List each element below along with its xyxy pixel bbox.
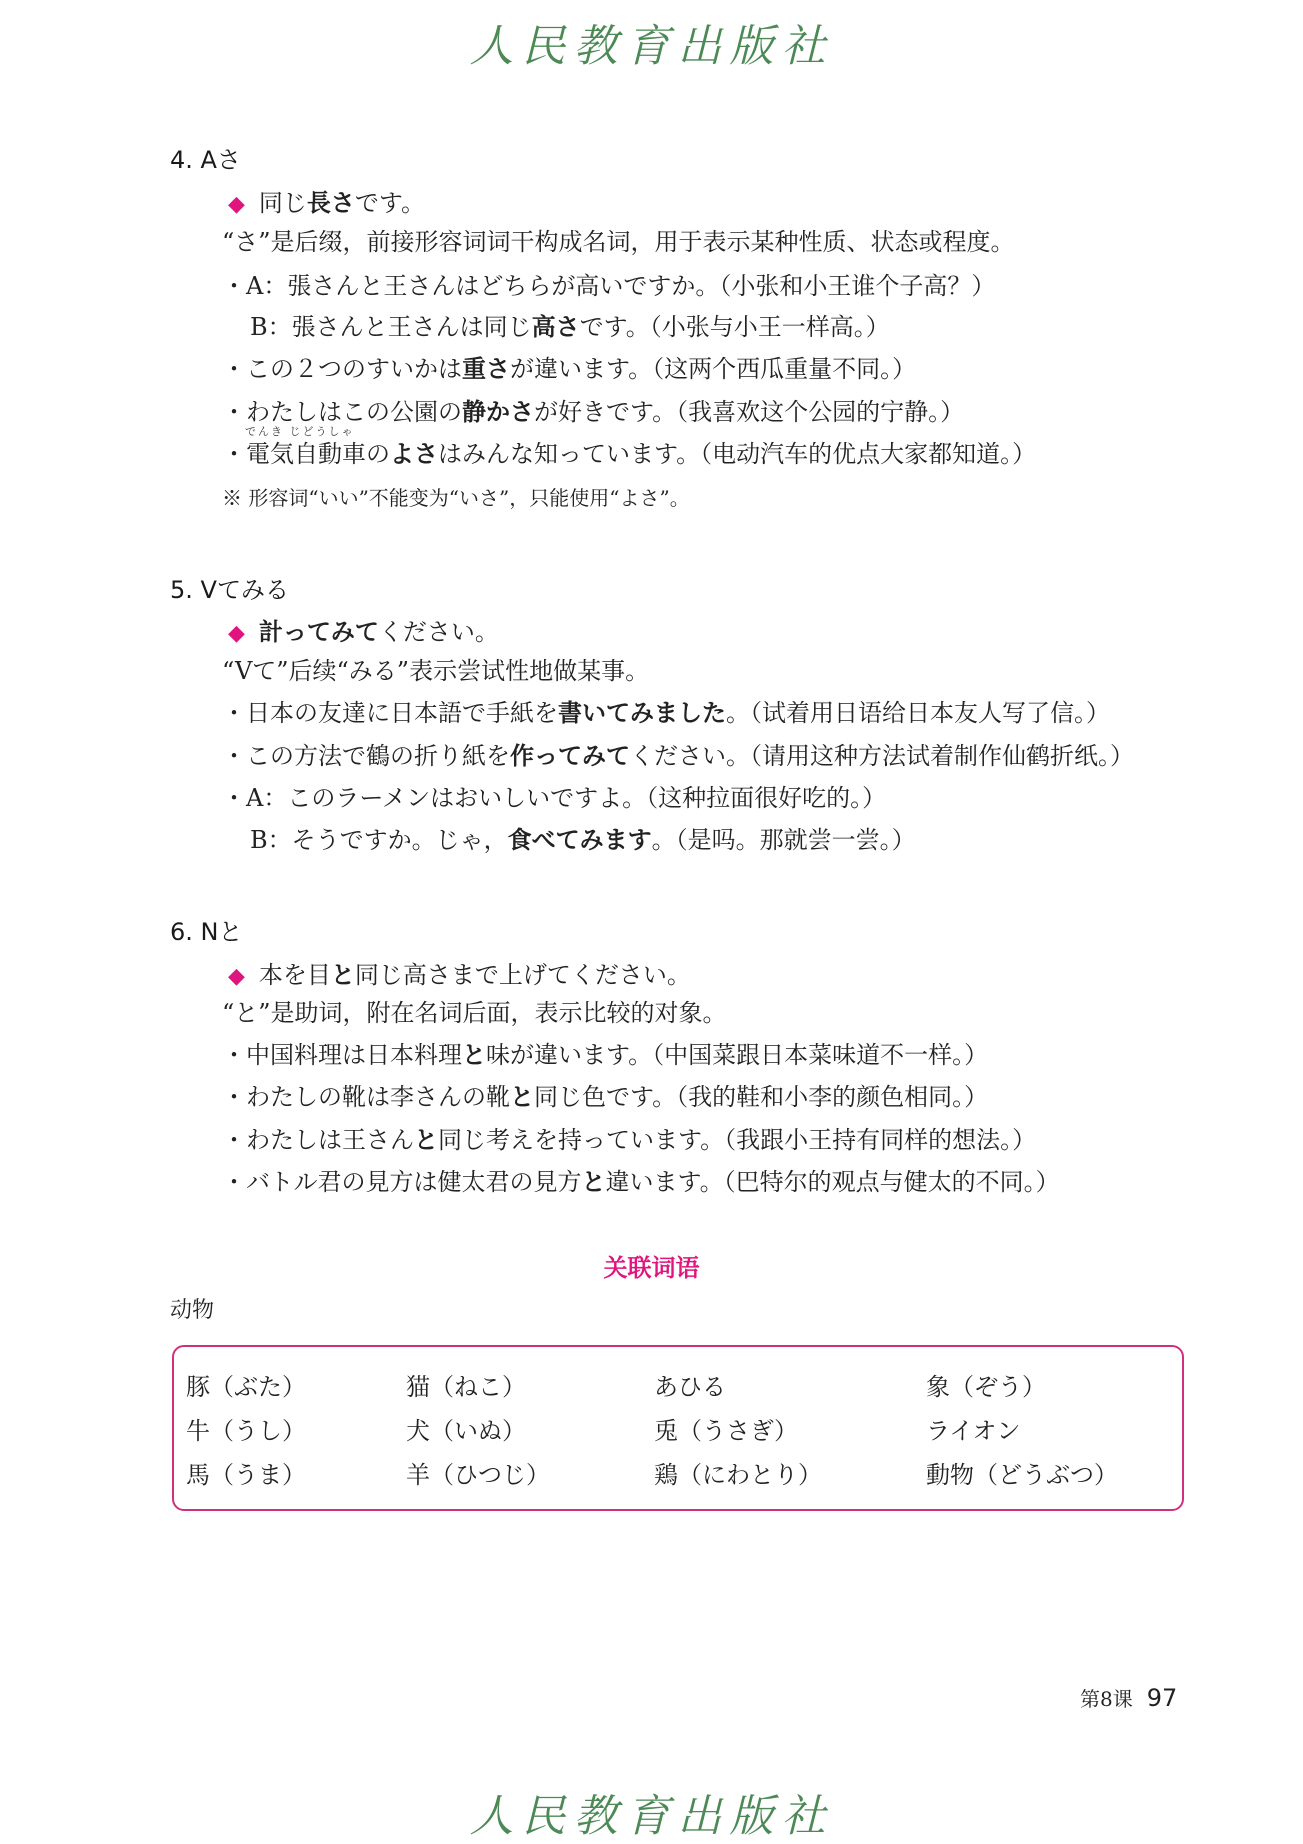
vocab-word: 犬（いぬ） — [406, 1417, 526, 1445]
lead-sentence: ◆ 計ってみてください。 — [228, 618, 499, 646]
note: ※ 形容词“いい”不能变为“いさ”，只能使用“よさ”。 — [222, 486, 690, 510]
vocab-word: 牛（うし） — [186, 1417, 306, 1445]
vocab-word: 象（ぞう） — [926, 1373, 1046, 1401]
example: ・A：このラーメンはおいしいですよ。（这种拉面很好吃的。） — [222, 784, 887, 812]
vocab-word: 兎（うさぎ） — [654, 1417, 798, 1445]
vocab-word: 鶏（にわとり） — [654, 1461, 822, 1489]
lead-sentence: ◆ 本を目と同じ高さまで上げてください。 — [228, 961, 691, 989]
explanation: “と”是助词，附在名词后面，表示比较的对象。 — [222, 999, 727, 1027]
example: ・わたしの靴は李さんの靴と同じ色です。（我的鞋和小李的颜色相同。） — [222, 1083, 989, 1111]
vocab-box — [172, 1345, 1184, 1511]
example: ・わたしはこの公園の静かさが好きです。（我喜欢这个公园的宁静。） — [222, 398, 965, 426]
example: B：そうですか。じゃ，食べてみます。（是吗。那就尝一尝。） — [250, 826, 916, 854]
diamond-bullet-icon: ◆ — [228, 621, 245, 646]
explanation: “Vて”后续“みる”表示尝试性地做某事。 — [222, 657, 650, 685]
example: ・電気自動車のよさはみんな知っています。（电动汽车的优点大家都知道。） — [222, 440, 1037, 468]
section-title: 4. Aさ — [170, 146, 241, 174]
example: ・わたしは王さんと同じ考えを持っています。（我跟小王持有同样的想法。） — [222, 1126, 1037, 1154]
vocab-word: 豚（ぶた） — [186, 1373, 306, 1401]
vocab-category: 动物 — [170, 1298, 215, 1323]
example: B：張さんと王さんは同じ高さです。（小张与小王一样高。） — [250, 313, 890, 341]
page-footer — [1080, 1683, 1177, 1712]
vocab-word: 馬（うま） — [186, 1461, 306, 1489]
vocab-word: 猫（ねこ） — [406, 1373, 526, 1401]
publisher-logo-top: 人民教育出版社 — [469, 21, 834, 72]
example: ・日本の友達に日本語で手紙を書いてみました。（试着用日语给日本友人写了信。） — [222, 699, 1110, 727]
vocab-heading: 关联词语 — [603, 1254, 700, 1282]
lead-sentence: ◆ 同じ長さです。 — [228, 189, 426, 217]
furigana: でんき じどうしゃ — [245, 425, 355, 438]
diamond-bullet-icon: ◆ — [228, 964, 245, 989]
vocab-word: ライオン — [926, 1417, 1021, 1445]
section-title: 6. Nと — [170, 918, 243, 946]
vocab-word: 羊（ひつじ） — [406, 1461, 550, 1489]
vocab-word: あひる — [654, 1373, 726, 1401]
page-number: 97 — [1146, 1684, 1178, 1712]
example: ・この２つのすいかは重さが違います。（这两个西瓜重量不同。） — [222, 355, 917, 383]
publisher-logo-bottom: 人民教育出版社 — [469, 1791, 834, 1842]
explanation: “さ”是后缀，前接形容词词干构成名词，用于表示某种性质、状态或程度。 — [222, 228, 1015, 256]
example: ・A：張さんと王さんはどちらが高いですか。（小张和小王谁个子高？） — [222, 272, 996, 300]
lesson-label: 第8课 — [1080, 1687, 1133, 1711]
example: ・バトル君の見方は健太君の見方と違います。（巴特尔的观点与健太的不同。） — [222, 1168, 1060, 1196]
section-title: 5. Vてみる — [170, 576, 289, 604]
diamond-bullet-icon: ◆ — [228, 192, 245, 217]
example: ・中国料理は日本料理と味が違います。（中国菜跟日本菜味道不一样。） — [222, 1041, 989, 1069]
vocab-word: 動物（どうぶつ） — [926, 1461, 1118, 1489]
example: ・この方法で鶴の折り紙を作ってみてください。（请用这种方法试着制作仙鹤折纸。） — [222, 742, 1134, 770]
